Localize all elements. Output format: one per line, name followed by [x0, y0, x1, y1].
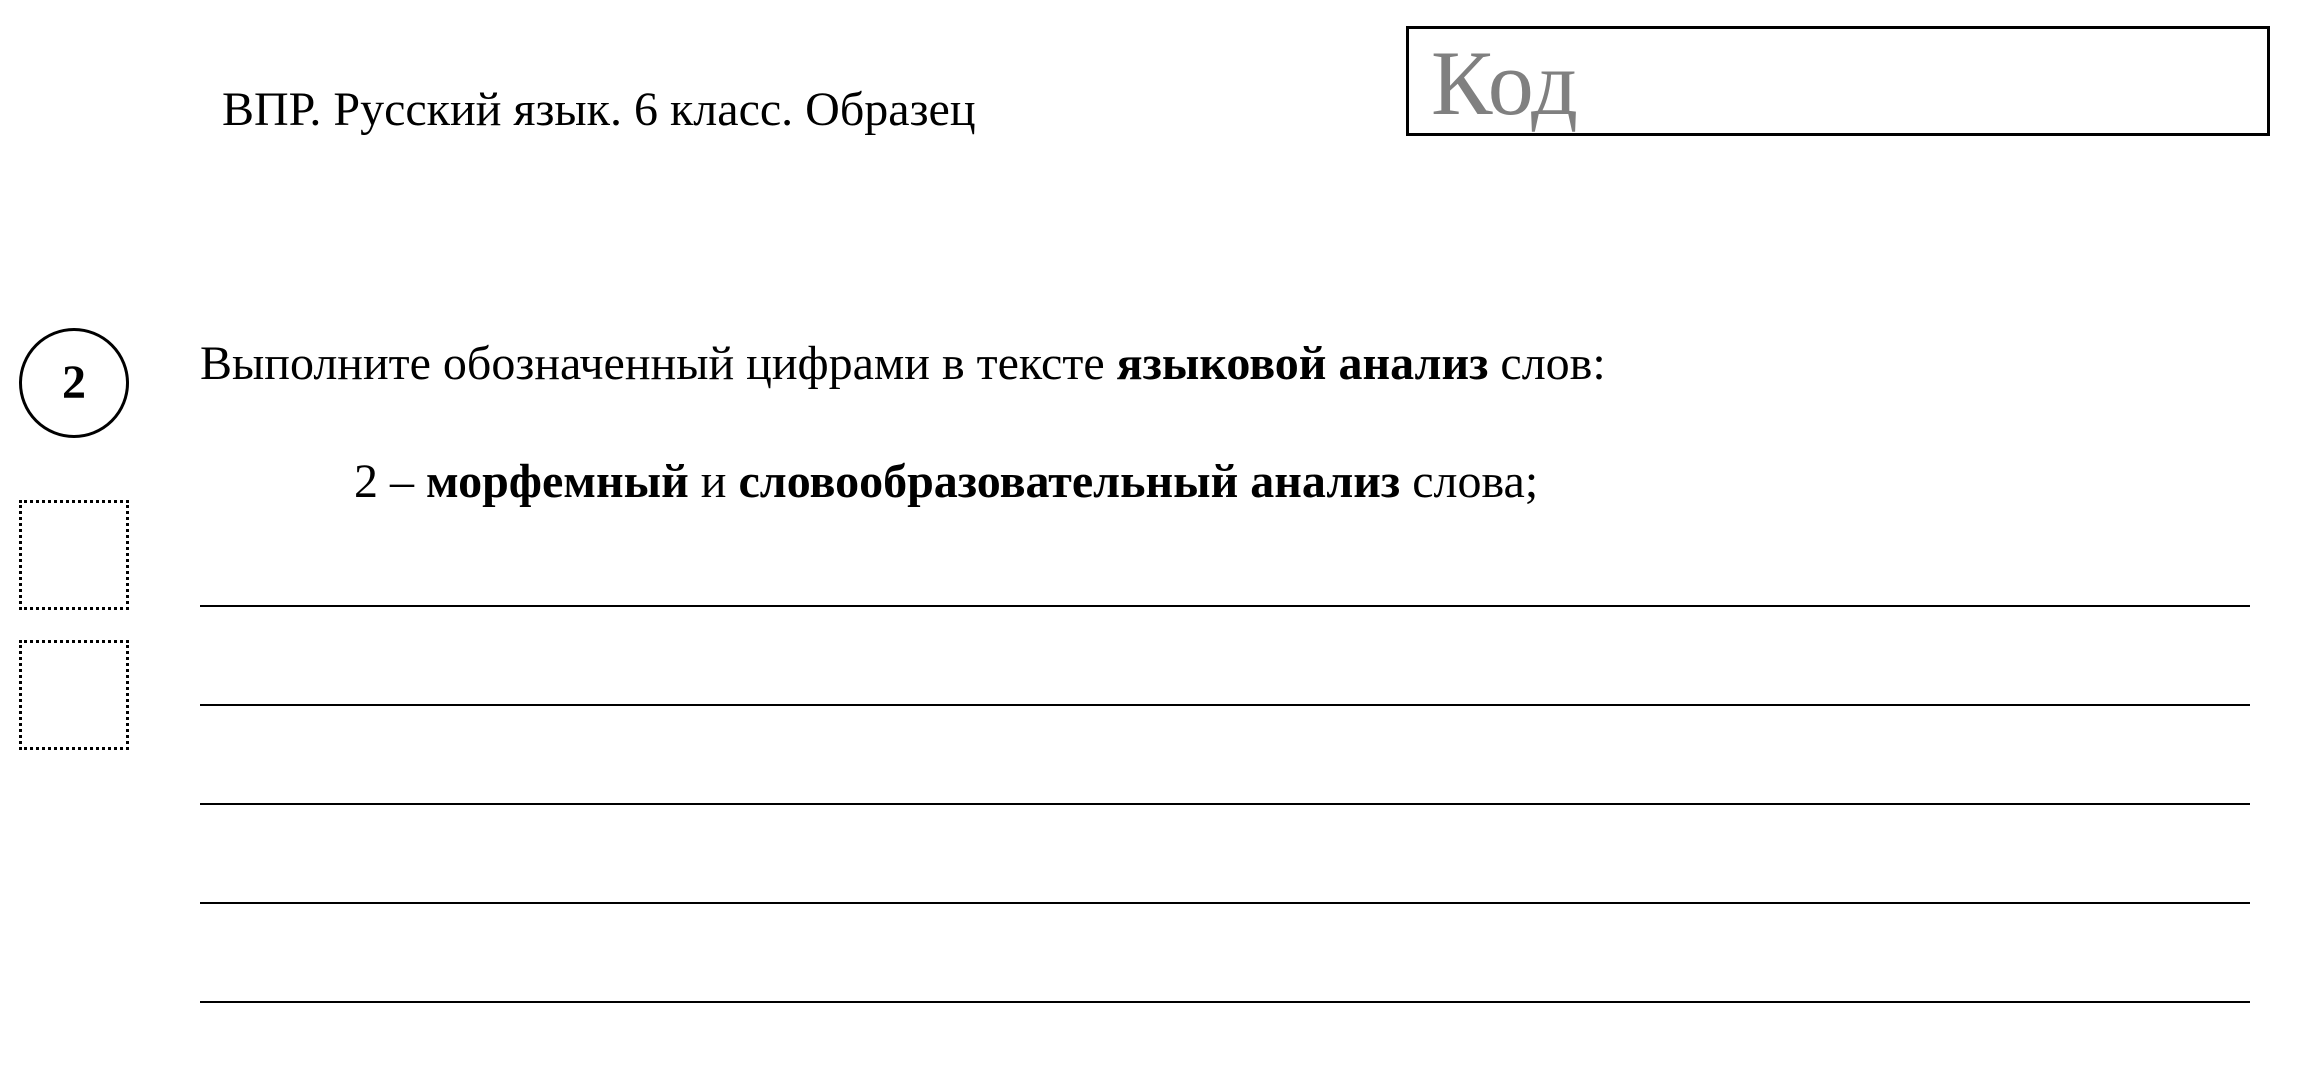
subitem-number: 2 – [354, 455, 426, 508]
task-subitem [354, 450, 1538, 514]
answer-line-5[interactable] [200, 1001, 2250, 1003]
score-box-1[interactable] [19, 500, 129, 610]
answer-line-4[interactable] [200, 902, 2250, 904]
instruction-bold-term: языковой анализ [1116, 337, 1489, 390]
answer-line-1[interactable] [200, 605, 2250, 607]
answer-line-2[interactable] [200, 704, 2250, 706]
answer-line-3[interactable] [200, 803, 2250, 805]
subitem-tail: слова; [1400, 455, 1539, 508]
score-box-2[interactable] [19, 640, 129, 750]
subitem-bold-morphemic: морфемный [426, 455, 689, 508]
instruction-text-1: Выполните обозначенный цифрами в тексте [200, 337, 1117, 390]
task-number-badge [19, 328, 129, 438]
task-instruction [200, 332, 1606, 396]
code-field[interactable] [1406, 26, 2270, 136]
instruction-text-2: слов: [1488, 337, 1606, 390]
subitem-bold-word-formation: словообразовательный анализ [738, 455, 1401, 508]
document-header: ВПР. Русский язык. 6 класс. Образец [222, 83, 976, 136]
code-label: Код [1431, 32, 1578, 134]
subitem-conjunction: и [688, 455, 739, 508]
task-number: 2 [62, 356, 86, 409]
